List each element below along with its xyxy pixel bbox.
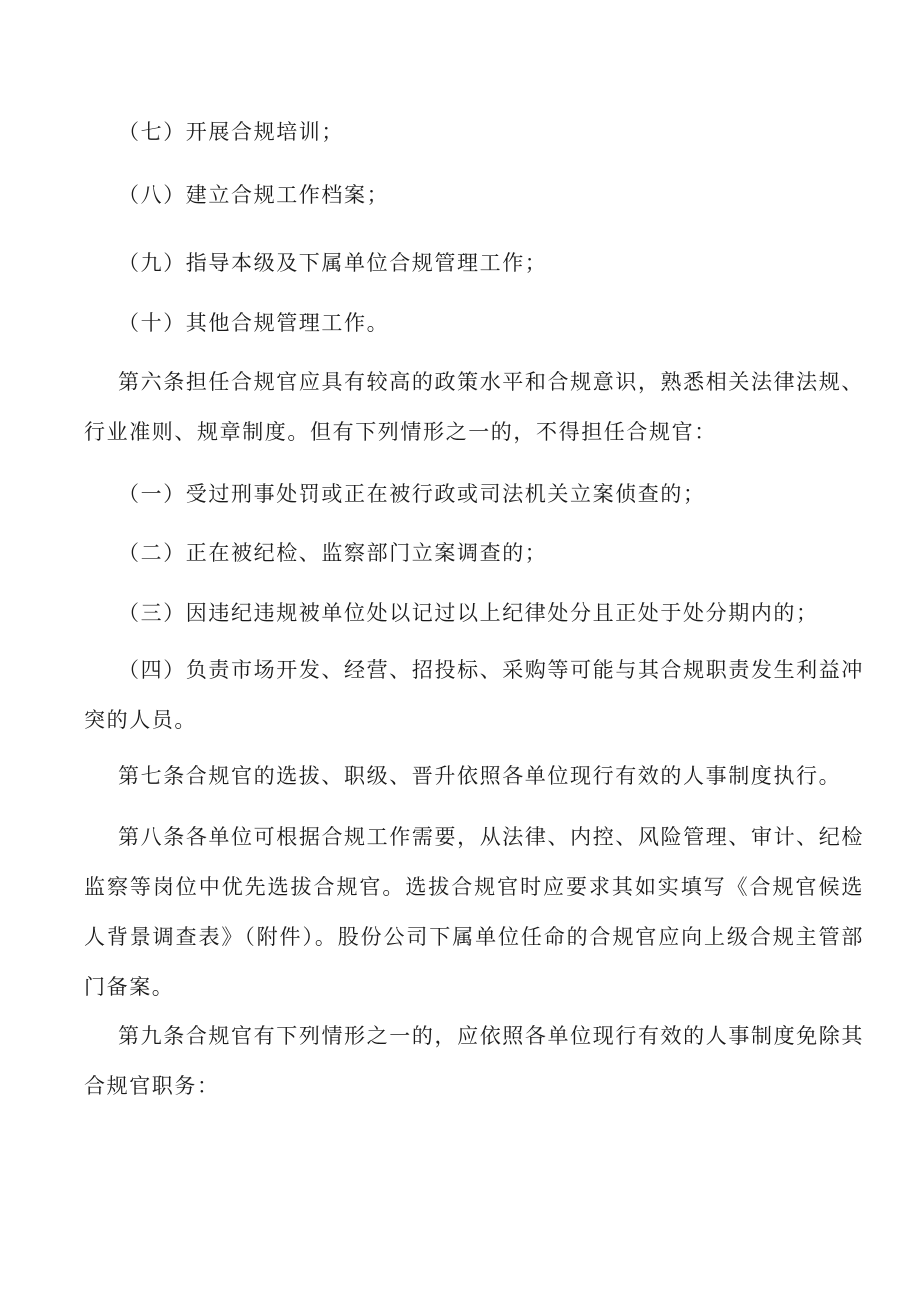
list-item-7: （七）开展合规培训； [118, 120, 344, 144]
article-7-paragraph: 第七条合规官的选拔、职级、晋升依照各单位现行有效的人事制度执行。 [118, 764, 842, 788]
list-item-8: （八）建立合规工作档案； [118, 183, 390, 207]
list-item-10: （十）其他合规管理工作。 [118, 311, 390, 335]
article-6-item-3: （三）因违纪违规被单位处以记过以上纪律处分且正处于处分期内的； [118, 601, 819, 625]
article-6-item-1: （一）受过刑事处罚或正在被行政或司法机关立案侦查的； [118, 482, 706, 506]
article-8-paragraph: 第八条各单位可根据合规工作需要，从法律、内控、风险管理、审计、纪检监察等岗位中优先选拔合规官。选拔合规官时应要求其如实填写《合规官候选人背景调查表》（附件）。股份公司下属单位任命的合规官应向上级合规主管部门备案。 [84, 825, 864, 999]
article-6-item-2: （二）正在被纪检、监察部门立案调查的； [118, 541, 548, 565]
article-9-paragraph: 第九条合规官有下列情形之一的，应依照各单位现行有效的人事制度免除其合规官职务： [84, 1024, 864, 1098]
article-6-item-4: （四）负责市场开发、经营、招投标、采购等可能与其合规职责发生利益冲突的人员。 [84, 658, 864, 732]
list-item-9: （九）指导本级及下属单位合规管理工作； [118, 251, 548, 275]
article-6-paragraph: 第六条担任合规官应具有较高的政策水平和合规意识，熟悉相关法律法规、行业准则、规章制度。但有下列情形之一的，不得担任合规官： [84, 370, 864, 444]
